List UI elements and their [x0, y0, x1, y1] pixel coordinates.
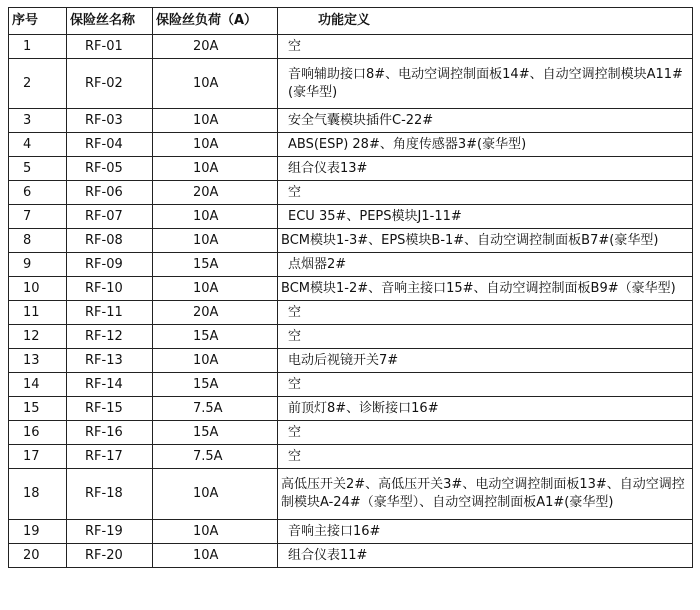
- table-row: [9, 325, 693, 349]
- row-index: 4: [9, 133, 67, 157]
- row-index: 12: [9, 325, 67, 349]
- row-index: 6: [9, 181, 67, 205]
- fuse-name: RF-02: [67, 59, 153, 109]
- fuse-load: 10A: [153, 469, 278, 520]
- fuse-name: RF-14: [67, 373, 153, 397]
- function-definition: 音响辅助接口8#、电动空调控制面板14#、自动空调控制模块A11#(豪华型): [278, 59, 693, 109]
- row-index: 2: [9, 59, 67, 109]
- table-row: [9, 544, 693, 568]
- function-definition: 空: [278, 373, 693, 397]
- fuse-load: 10A: [153, 544, 278, 568]
- fuse-load: 10A: [153, 109, 278, 133]
- fuse-load: 15A: [153, 373, 278, 397]
- fuse-name: RF-07: [67, 205, 153, 229]
- row-index: 10: [9, 277, 67, 301]
- fuse-load: 10A: [153, 133, 278, 157]
- fuse-load: 7.5A: [153, 445, 278, 469]
- function-definition: 电动后视镜开关7#: [278, 349, 693, 373]
- row-index: 15: [9, 397, 67, 421]
- header-row: [9, 8, 693, 35]
- fuse-name: RF-01: [67, 35, 153, 59]
- function-definition: 空: [278, 301, 693, 325]
- row-index: 16: [9, 421, 67, 445]
- function-definition: 前顶灯8#、诊断接口16#: [278, 397, 693, 421]
- row-index: 17: [9, 445, 67, 469]
- fuse-name: RF-11: [67, 301, 153, 325]
- fuse-load: 10A: [153, 277, 278, 301]
- function-definition: 空: [278, 421, 693, 445]
- row-index: 20: [9, 544, 67, 568]
- row-index: 11: [9, 301, 67, 325]
- header-index: 序号: [9, 8, 67, 35]
- fuse-load: 10A: [153, 520, 278, 544]
- fuse-load: 10A: [153, 349, 278, 373]
- function-definition: ECU 35#、PEPS模块J1-11#: [278, 205, 693, 229]
- fuse-load: 20A: [153, 35, 278, 59]
- fuse-name: RF-19: [67, 520, 153, 544]
- fuse-load: 10A: [153, 205, 278, 229]
- table-row: [9, 133, 693, 157]
- table-row: [9, 397, 693, 421]
- fuse-table: [8, 7, 693, 568]
- function-definition: 音响主接口16#: [278, 520, 693, 544]
- function-definition: ABS(ESP) 28#、角度传感器3#(豪华型): [278, 133, 693, 157]
- fuse-name: RF-18: [67, 469, 153, 520]
- fuse-load: 15A: [153, 421, 278, 445]
- fuse-load: 15A: [153, 325, 278, 349]
- function-definition: 空: [278, 445, 693, 469]
- table-row: [9, 109, 693, 133]
- fuse-name: RF-09: [67, 253, 153, 277]
- row-index: 13: [9, 349, 67, 373]
- table-row: [9, 59, 693, 109]
- function-definition: BCM模块1-2#、音响主接口15#、自动空调控制面板B9#（豪华型): [278, 277, 693, 301]
- table-row: [9, 301, 693, 325]
- fuse-name: RF-20: [67, 544, 153, 568]
- function-definition: 安全气囊模块插件C-22#: [278, 109, 693, 133]
- row-index: 18: [9, 469, 67, 520]
- table-row: [9, 205, 693, 229]
- fuse-name: RF-04: [67, 133, 153, 157]
- table-row: [9, 229, 693, 253]
- fuse-name: RF-15: [67, 397, 153, 421]
- table-body: [9, 35, 693, 568]
- fuse-load: 10A: [153, 157, 278, 181]
- fuse-name: RF-03: [67, 109, 153, 133]
- fuse-name: RF-05: [67, 157, 153, 181]
- fuse-name: RF-16: [67, 421, 153, 445]
- function-definition: 高低压开关2#、高低压开关3#、电动空调控制面板13#、自动空调控制模块A-24#（豪华型）、自动空调控制面板A1#(豪华型): [278, 469, 693, 520]
- fuse-load: 10A: [153, 229, 278, 253]
- table-row: [9, 373, 693, 397]
- row-index: 3: [9, 109, 67, 133]
- row-index: 1: [9, 35, 67, 59]
- header-fuse-load: 保险丝负荷（A）: [153, 8, 278, 35]
- fuse-name: RF-08: [67, 229, 153, 253]
- function-definition: 组合仪表13#: [278, 157, 693, 181]
- function-definition: 点烟器2#: [278, 253, 693, 277]
- table-row: [9, 277, 693, 301]
- row-index: 19: [9, 520, 67, 544]
- table-row: [9, 253, 693, 277]
- function-definition: 空: [278, 35, 693, 59]
- fuse-load: 7.5A: [153, 397, 278, 421]
- fuse-load: 20A: [153, 301, 278, 325]
- function-definition: 空: [278, 325, 693, 349]
- function-definition: 组合仪表11#: [278, 544, 693, 568]
- table-row: [9, 421, 693, 445]
- table-row: [9, 469, 693, 520]
- row-index: 14: [9, 373, 67, 397]
- table-row: [9, 520, 693, 544]
- table-row: [9, 349, 693, 373]
- header-function: 功能定义: [278, 8, 693, 35]
- fuse-name: RF-12: [67, 325, 153, 349]
- fuse-load: 20A: [153, 181, 278, 205]
- table-row: [9, 157, 693, 181]
- row-index: 8: [9, 229, 67, 253]
- table-row: [9, 35, 693, 59]
- fuse-name: RF-06: [67, 181, 153, 205]
- fuse-name: RF-13: [67, 349, 153, 373]
- fuse-load: 15A: [153, 253, 278, 277]
- row-index: 7: [9, 205, 67, 229]
- fuse-name: RF-17: [67, 445, 153, 469]
- function-definition: 空: [278, 181, 693, 205]
- fuse-name: RF-10: [67, 277, 153, 301]
- fuse-load: 10A: [153, 59, 278, 109]
- row-index: 5: [9, 157, 67, 181]
- table-row: [9, 181, 693, 205]
- row-index: 9: [9, 253, 67, 277]
- table-row: [9, 445, 693, 469]
- header-fuse-name: 保险丝名称: [67, 8, 153, 35]
- function-definition: BCM模块1-3#、EPS模块B-1#、自动空调控制面板B7#(豪华型): [278, 229, 693, 253]
